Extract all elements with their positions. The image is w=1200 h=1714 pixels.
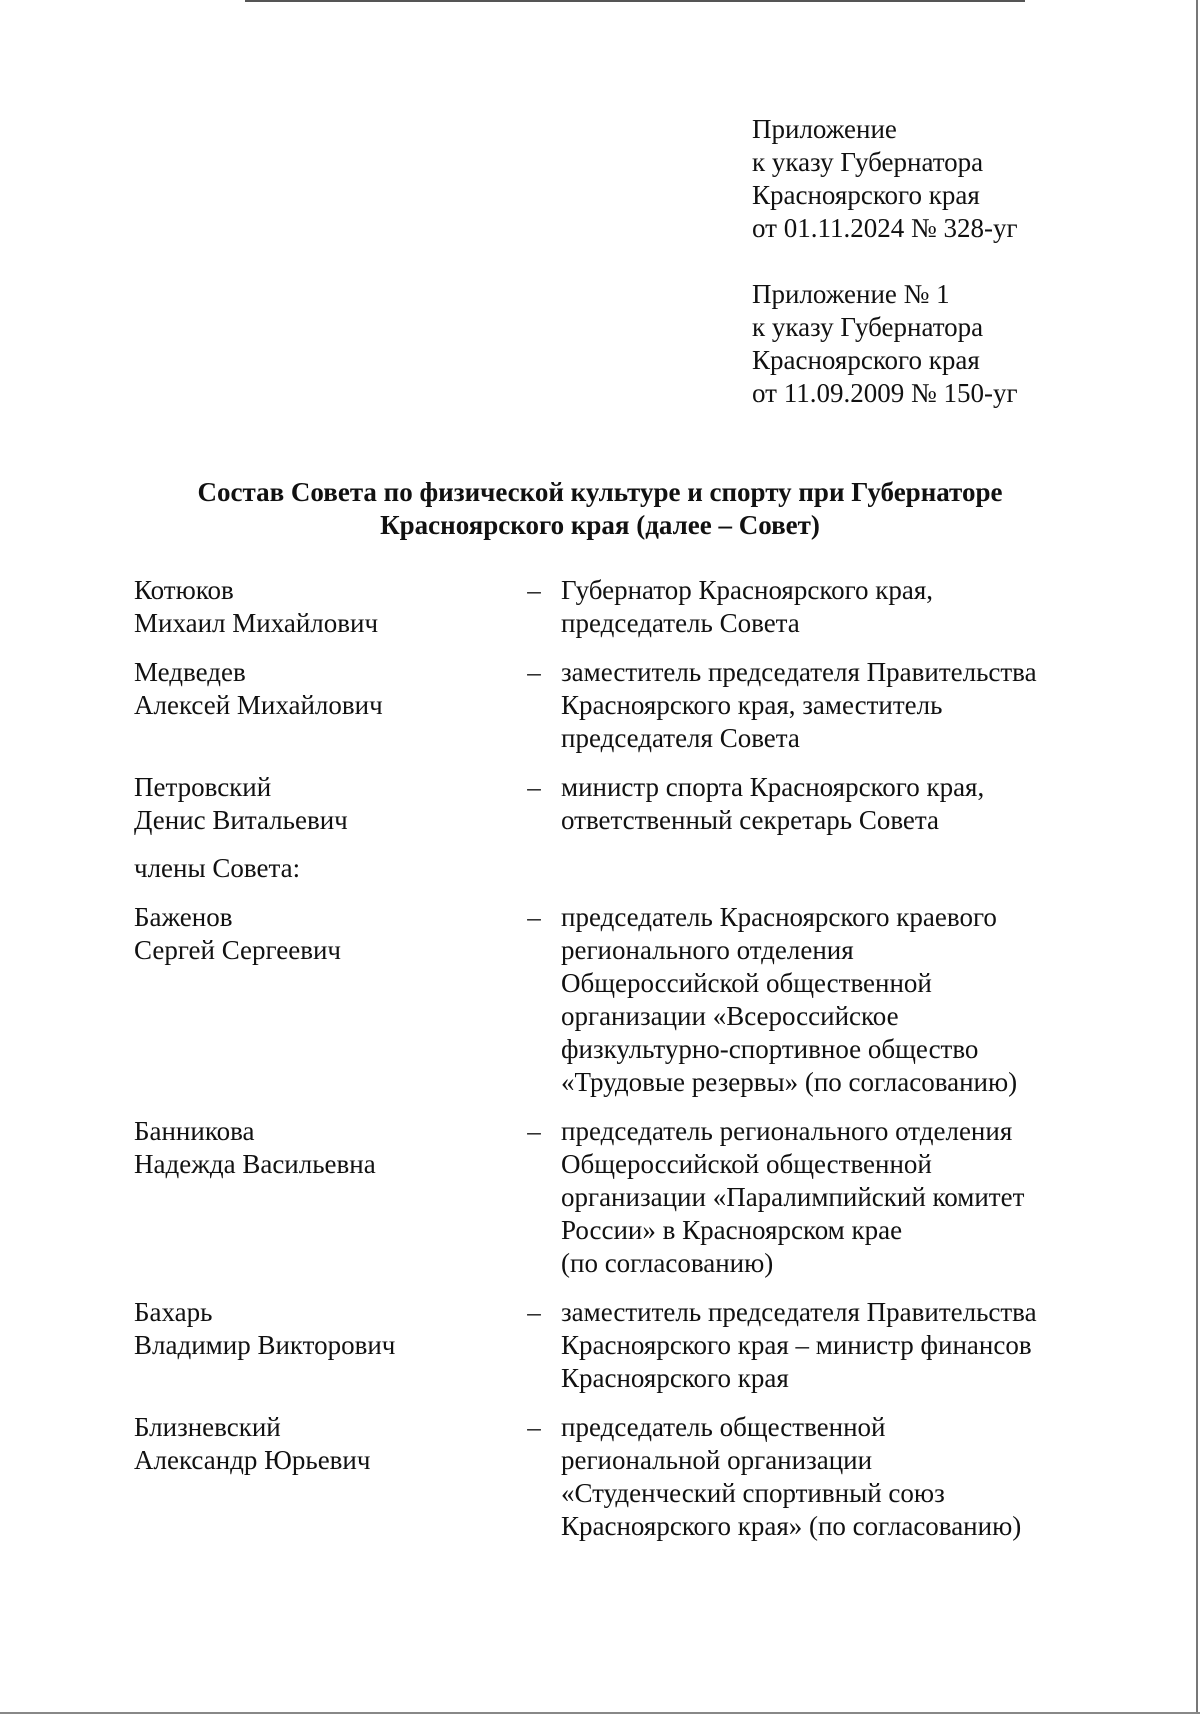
appendix-line: к указу Губернатора bbox=[752, 312, 984, 342]
member-entry bbox=[134, 771, 1100, 852]
member-surname: Бахарь bbox=[134, 1297, 213, 1327]
separator-dash: – bbox=[527, 575, 541, 605]
member-entry bbox=[134, 901, 1100, 1115]
member-entry bbox=[134, 1115, 1100, 1296]
appendix-header-current bbox=[752, 113, 1018, 245]
separator-dash: – bbox=[527, 1297, 541, 1327]
member-given-name: Алексей Михайлович bbox=[134, 690, 383, 720]
document-title bbox=[100, 476, 1100, 542]
role-line: (по согласованию) bbox=[561, 1248, 774, 1278]
scan-edge-right bbox=[1196, 0, 1198, 1714]
appendix-line: Приложение bbox=[752, 114, 897, 144]
role-line: председатель Красноярского краевого bbox=[561, 902, 997, 932]
member-role bbox=[561, 771, 1106, 837]
member-given-name: Денис Витальевич bbox=[134, 805, 348, 835]
role-line: региональной организации bbox=[561, 1445, 873, 1475]
title-line: Красноярского края (далее – Совет) bbox=[380, 510, 820, 540]
role-line: «Трудовые резервы» (по согласованию) bbox=[561, 1067, 1018, 1097]
role-line: Красноярского края – министр финансов bbox=[561, 1330, 1032, 1360]
role-line: Красноярского края, заместитель bbox=[561, 690, 943, 720]
member-given-name: Надежда Васильевна bbox=[134, 1149, 376, 1179]
member-name bbox=[134, 1115, 494, 1181]
council-roster bbox=[134, 574, 1100, 1551]
title-line: Состав Совета по физической культуре и спорту при Губернаторе bbox=[197, 477, 1003, 507]
role-line: министр спорта Красноярского края, bbox=[561, 772, 985, 802]
separator-dash: – bbox=[527, 1412, 541, 1442]
member-name bbox=[134, 771, 494, 837]
role-line: заместитель председателя Правительства bbox=[561, 1297, 1037, 1327]
member-surname: Котюков bbox=[134, 575, 234, 605]
role-line: «Студенческий спортивный союз bbox=[561, 1478, 945, 1508]
member-given-name: Владимир Викторович bbox=[134, 1330, 396, 1360]
member-surname: Баженов bbox=[134, 902, 233, 932]
member-role bbox=[561, 1296, 1106, 1395]
appendix-line: от 01.11.2024 № 328-уг bbox=[752, 213, 1018, 243]
member-entry bbox=[134, 1296, 1100, 1411]
appendix-line: Красноярского края bbox=[752, 180, 980, 210]
member-given-name: Александр Юрьевич bbox=[134, 1445, 371, 1475]
member-surname: Банникова bbox=[134, 1116, 255, 1146]
scan-edge-top bbox=[245, 0, 1025, 2]
appendix-line: Красноярского края bbox=[752, 345, 980, 375]
role-line: председатель регионального отделения bbox=[561, 1116, 1013, 1146]
member-entry bbox=[134, 1411, 1100, 1551]
appendix-line: от 11.09.2009 № 150-уг bbox=[752, 378, 1018, 408]
appendix-line: к указу Губернатора bbox=[752, 147, 984, 177]
role-line: организации «Паралимпийский комитет bbox=[561, 1182, 1025, 1212]
member-surname: Петровский bbox=[134, 772, 272, 802]
separator-dash: – bbox=[527, 1116, 541, 1146]
role-line: регионального отделения bbox=[561, 935, 854, 965]
role-line: председатель общественной bbox=[561, 1412, 886, 1442]
role-line: заместитель председателя Правительства bbox=[561, 657, 1037, 687]
member-entry bbox=[134, 656, 1100, 771]
members-section-label: члены Совета: bbox=[134, 853, 301, 883]
member-role bbox=[561, 574, 1106, 640]
role-line: организации «Всероссийское bbox=[561, 1001, 899, 1031]
member-surname: Медведев bbox=[134, 657, 246, 687]
separator-dash: – bbox=[527, 657, 541, 687]
role-line: Красноярского края bbox=[561, 1363, 789, 1393]
separator-dash: – bbox=[527, 902, 541, 932]
role-line: Общероссийской общественной bbox=[561, 968, 932, 998]
member-name bbox=[134, 574, 494, 640]
role-line: ответственный секретарь Совета bbox=[561, 805, 940, 835]
member-name bbox=[134, 901, 494, 967]
member-role bbox=[561, 656, 1106, 755]
appendix-line: Приложение № 1 bbox=[752, 279, 950, 309]
role-line: России» в Красноярском крае bbox=[561, 1215, 903, 1245]
role-line: председателя Совета bbox=[561, 723, 800, 753]
member-name bbox=[134, 1411, 494, 1477]
separator-dash: – bbox=[527, 772, 541, 802]
member-role bbox=[561, 1411, 1106, 1543]
member-surname: Близневский bbox=[134, 1412, 281, 1442]
appendix-header-original bbox=[752, 278, 1018, 410]
role-line: Общероссийской общественной bbox=[561, 1149, 932, 1179]
role-line: Губернатор Красноярского края, bbox=[561, 575, 934, 605]
member-given-name: Сергей Сергеевич bbox=[134, 935, 342, 965]
member-role bbox=[561, 1115, 1106, 1280]
role-line: Красноярского края» (по согласованию) bbox=[561, 1511, 1022, 1541]
member-name bbox=[134, 1296, 494, 1362]
member-entry bbox=[134, 574, 1100, 656]
role-line: председатель Совета bbox=[561, 608, 800, 638]
member-name bbox=[134, 656, 494, 722]
role-line: физкультурно-спортивное общество bbox=[561, 1034, 979, 1064]
member-role bbox=[561, 901, 1106, 1099]
member-given-name: Михаил Михайлович bbox=[134, 608, 379, 638]
